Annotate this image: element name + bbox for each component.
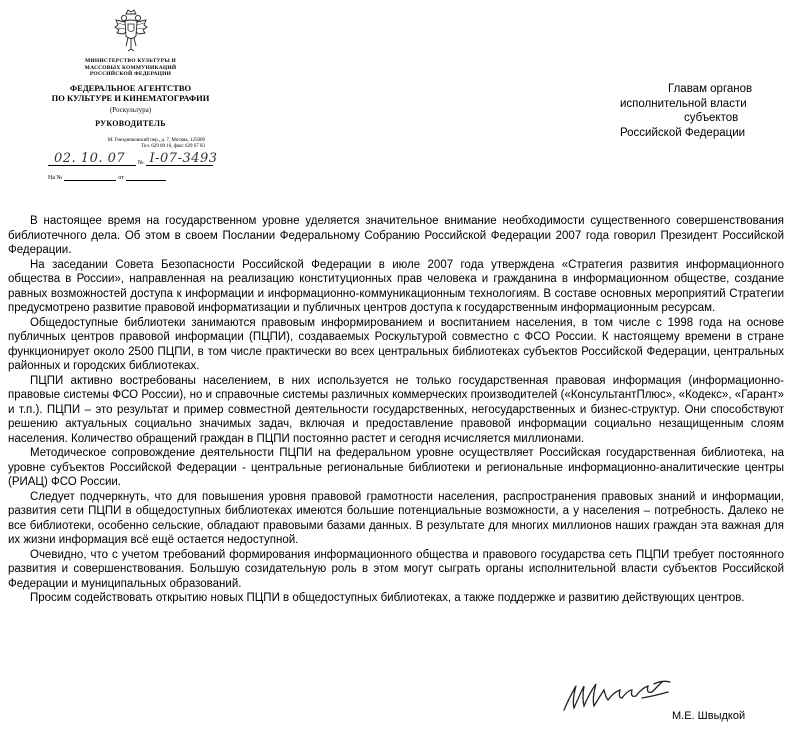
agency-short-name: (Роскультура) [109,105,152,114]
head-title: РУКОВОДИТЕЛЬ [95,118,166,128]
handwritten-signature-icon [558,676,688,716]
paragraph: Методическое сопровождение деятельности ПЦПИ на федеральном уровне осуществляет Российская государственная библиотека, на уровне субъектов Российской Федерации - центральные региональные библиотеки и региональные информационно-аналитические центры (РИАЦ) ФСО России. [8,447,784,488]
paragraph: Просим содействовать открытию новых ПЦПИ в общедоступных библиотеках, а также поддержке и развитию действующих центров. [30,592,745,604]
incoming-reference-line [48,172,213,181]
paragraph: ПЦПИ активно востребованы населением, в них используется не только государственная правовая информация (информационно-правовые системы ФСО России), но и справочные системы различных коммерческих производителей («КонсультантПлюс», «Кодекс», «Гарант» и т.п.). ПЦПИ – это результат и пример совместной деятельности государственных, негосударственных и бизнес-структур. Они способствуют решению актуальных социально значимых задач, включая и предоставление правовой информации социально незащищенным слоям населения. Количество обращений граждан в ПЦПИ постоянно растет и сегодня исчисляется миллионами. [8,374,784,445]
addressee-line: субъектов [684,112,739,124]
date-field [48,150,136,166]
ministry-name: МИНИСТЕРСТВО КУЛЬТУРЫ И МАССОВЫХ КОММУНИКАЦИЙ РОССИЙСКОЙ ФЕДЕРАЦИИ [84,58,177,77]
paragraph: На заседании Совета Безопасности Российской Федерации в июле 2007 года утверждена «Стратегия развития информационного общества в России», направленная на реализацию конституционных прав человека и гражданина в информационном обществе, создание равных возможностей доступа к информации и информационно-коммуникационным технологиям. В составе основных мероприятий Стратегии предусмотрено развитие правовой информатизации и публичных центров доступа к государственным информационным ресурсам. [8,258,784,314]
coat-of-arms-icon [114,8,148,52]
signer-name: М.Е. Швыдкой [672,710,746,722]
paragraph: Общедоступные библиотеки занимаются правовым информированием и воспитанием населения, в том числе с 1998 года на основе публичных центров правовой информации (ПЦПИ), создаваемых Роскультурой совместно с ФСО России. К настоящему времени в стране функционирует около 2500 ПЦПИ, в том числе практически во всех центральных библиотеках субъектов Российской Федерации, центральных районных и городских библиотеках. [8,316,784,372]
number-field [146,150,218,166]
letterhead [48,8,218,181]
addressee-line: Российской Федерации [620,126,746,139]
paragraph: Следует подчеркнуть, что для повышения уровня правовой грамотности населения, распространения правовых знаний и информации, развития сети ПЦПИ в общедоступных библиотеках имеются большие потенциальные возможности, а у населения – потребность. Далеко не все библиотеки, особенно сельские, обладают правовыми базами данных. В результате для многих миллионов наших граждан эта важная для их жизни информация всё ещё остается недоступной. [8,490,784,546]
agency-name: ФЕДЕРАЛЬНОЕ АГЕНТСТВО ПО КУЛЬТУРЕ И КИНЕМАТОГРАФИИ [51,82,210,103]
addressee-line: исполнительной власти [620,97,747,110]
ref-from-label: от [118,174,124,181]
paragraph: В настоящее время на государственном уровне уделяется значительное внимание необходимости существенного совершенствования библиотечного дела. Об этом в своем Послании Федеральному Собранию Российской Федерации 2007 года говорил Президент Российской Федерации. [8,215,784,256]
handwritten-date: 02. 10. 07 [54,150,126,166]
addressee-line: Главам органов [668,83,753,95]
number-label: № [137,159,144,166]
addressee [620,82,780,140]
ref-label: На № [48,174,63,181]
ref-number-field [64,172,116,181]
ref-date-field [126,172,166,181]
paragraph: Очевидно, что с учетом требований формирования информационного общества и правового государства сеть ПЦПИ требует постоянного развития и совершенствования. Большую созидательную роль в этом могут сыграть органы исполнительной власти субъектов Российской Федерации и муниципальных образований. [8,548,784,590]
handwritten-number: I-07-3493 [149,150,218,166]
agency-address: М. Гнездниковский пер., д. 7, Москва, 125009 Тел. 629 00 16, факс 629 67 83 [107,137,205,149]
outgoing-reference-line [48,150,218,166]
letter-body [8,214,784,606]
